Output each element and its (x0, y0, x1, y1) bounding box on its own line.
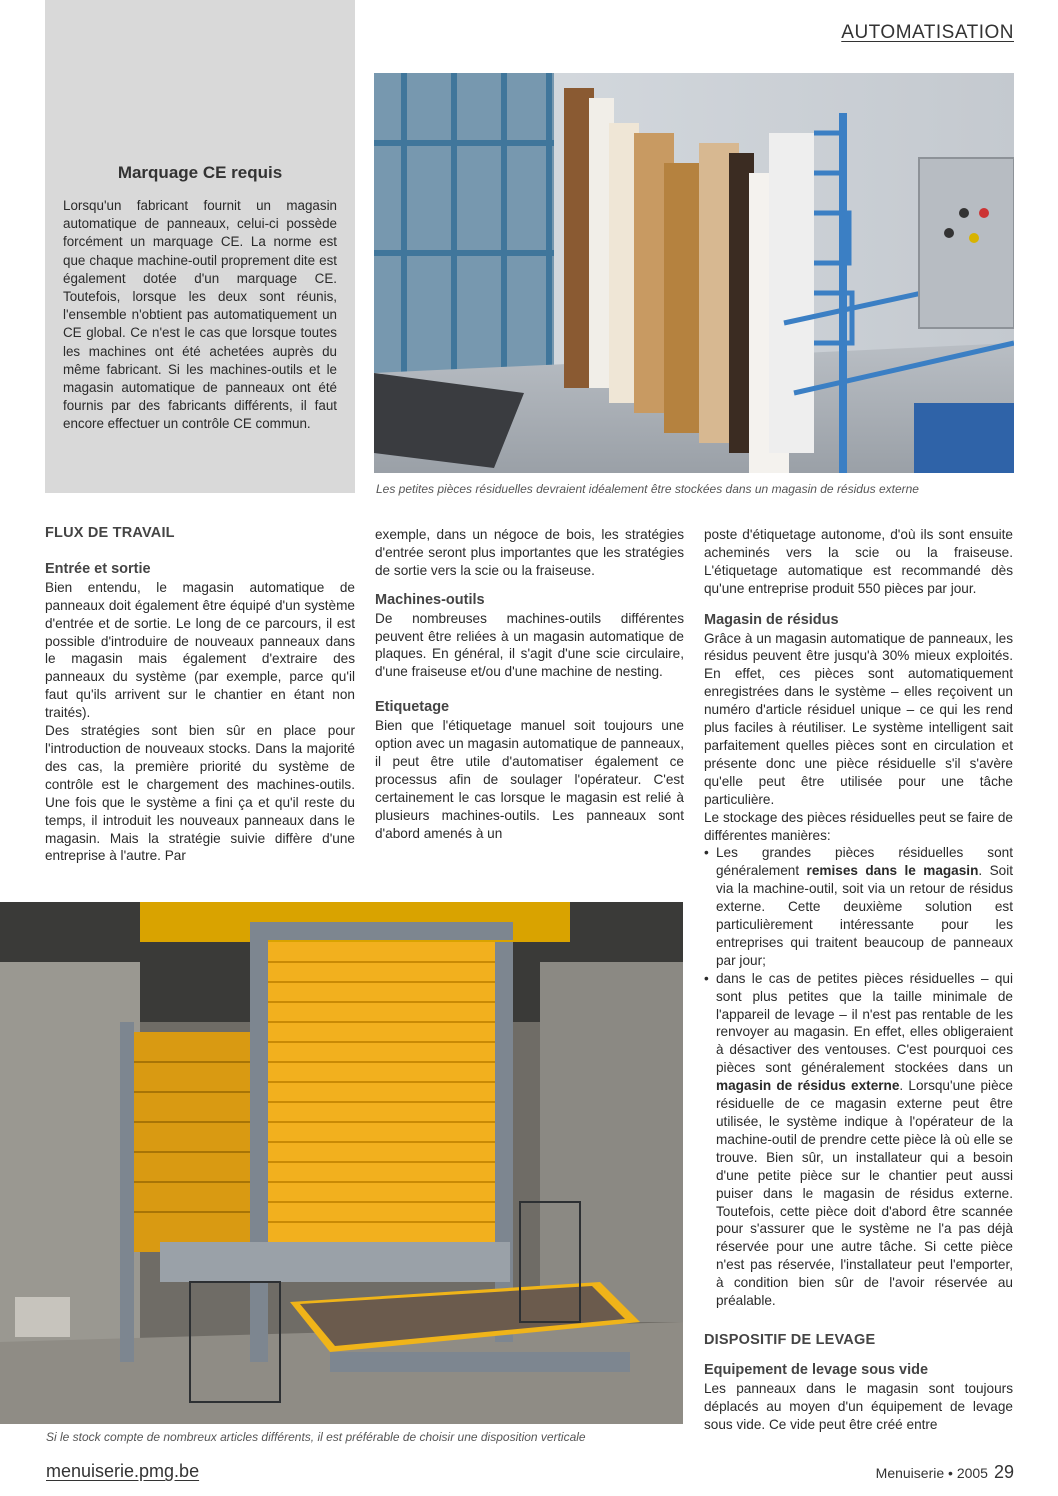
page-number: 29 (993, 1462, 1014, 1482)
photo-vertical-storage (0, 902, 683, 1424)
footer-website-link[interactable]: menuiserie.pmg.be (46, 1461, 200, 1481)
subheading-residus: Magasin de résidus (704, 611, 839, 628)
photo-residual-rack (374, 73, 1014, 473)
list-item: • Les grandes pièces résiduelles sont généralement remises dans le magasin. Soit via la machine-outil, soit via un retour de résidus externe. Cette deuxième solution est particulièrement intéressante pour les entreprises qui traitent beaucoup de panneaux par jour; (704, 844, 1013, 969)
paragraph-residus-2: Le stockage des pièces résiduelles peut se faire de différentes manières: (704, 809, 1013, 843)
subheading-machines: Machines-outils (375, 591, 485, 608)
subheading-etiquetage: Etiquetage (375, 699, 450, 716)
paragraph-residus-1: Grâce à un magasin automatique de panneaux, les résidus peuvent être jusqu'à 30% mieux exploités. En effet, ces pièces sont automatiquement enregistrées dans le système – elles reçoivent un numéro d'article résiduel unique – ce qui les rend plus faciles à réutiliser. Le système intelligent sait parfaitement quelles pièces sont en circulation et présente donc une pièce résiduelle s'il s'avère qu'elle peut être utilisée pour une tâche particulière. (704, 630, 1013, 807)
paragraph-machines: De nombreuses machines-outils différentes peuvent être reliées à un magasin automatique de plaques. En général, il s'agit d'une scie circulaire, d'une fraiseuse et/ou d'une machine de nesting. (375, 610, 684, 680)
sidebar-title: Marquage CE requis (117, 163, 283, 182)
paragraph-vide: Les panneaux dans le magasin sont toujours déplacés au moyen d'un équipement de levage sous vide. Ce vide peut être créé entre (704, 1380, 1013, 1432)
subheading-vide: Equipement de levage sous vide (704, 1361, 929, 1378)
paragraph-entree-3: exemple, dans un négoce de bois, les stratégies d'entrée seront plus importantes que les stratégies de sortie vers la scie ou la fraiseuse. (375, 527, 684, 578)
heading-flux: FLUX DE TRAVAIL (45, 525, 175, 541)
paragraph-entree-2: Des stratégies sont bien sûr en place pour l'introduction de nouveaux stocks. Dans la majorité des cas, la première priorité du système de contrôle est le chargement des machines-outils. Une fois que le système a fini ça et qu'il reste du temps, il introduit les nouveaux panneaux dans le magasin. Mais la stratégie suivie diffère d'une entreprise à l'autre. Par (45, 723, 355, 864)
heading-levage: DISPOSITIF DE LEVAGE (704, 1331, 876, 1348)
article-column-3 (704, 526, 1013, 1434)
caption-bottom: Si le stock compte de nombreux articles différents, il est préférable de choisir une disposition verticale (46, 1430, 586, 1444)
paragraph-etiquetage: Bien que l'étiquetage manuel soit toujours une option avec un magasin automatique de panneaux, il peut être utile d'automatiser également ce processus afin de soulager l'opérateur. C'est certainement le cas lorsque le magasin est relié à plusieurs machines-outils. Les panneaux sont d'abord amenés à un (375, 718, 684, 841)
paragraph-etiquetage-2: poste d'étiquetage autonome, d'où ils sont ensuite acheminés vers la scie ou la fraiseuse. L'étiquetage automatique est recommandé dès qu'une entreprise produit 550 pièces par jour. (704, 527, 1013, 596)
sidebar-text: Lorsqu'un fabricant fournit un magasin automatique de panneaux, celui-ci possède forcément un marquage CE. La norme est que chaque machine-outil proprement dite est également dotée d'un marquage CE. Toutefois, lorsque les deux sont réunis, l'ensemble n'obtient pas automatiquement un CE global. Ce n'est le cas que lorsque toutes les machines ont été achetées auprès du même fabricant. Si les machines-outils et le magasin automatique de panneaux ont été fournis par des fabricants différents, il faut encore effectuer un contrôle CE commun. (63, 198, 337, 432)
residus-list (704, 844, 1013, 1310)
caption-top: Les petites pièces résiduelles devraient idéalement être stockées dans un magasin de résidus externe (376, 482, 919, 496)
article-column-2 (375, 526, 684, 843)
footer-publication (876, 1462, 1014, 1483)
list-item: • dans le cas de petites pièces résiduelles – qui sont plus petites que la taille minimale de l'appareil de levage – il n'est pas rentable de les renvoyer au magasin. En effet, elles obligeraient à désactiver des ventouses. C'est pourquoi ces pièces sont généralement stockées dans un magasin de résidus externe. Lorsqu'une pièce résiduelle de ce magasin externe peut être utilisée, le système indique à l'opérateur de la machine-outil de prendre cette pièce là où elle se trouve. Bien sûr, un installateur qui a besoin d'une petite pièce sur le chantier peut aussi puiser dans le magasin de résidus externe. Toutefois, cette pièce doit d'abord être scannée pour s'assurer que le système ne l'a pas déjà réservée pour une autre tâche. Si cette pièce n'est pas réservée, l'installateur peut l'emporter, à condition bien sûr de l'avoir réservée au préalable. (704, 970, 1013, 1310)
section-tag: AUTOMATISATION (841, 22, 1014, 43)
sidebar-box (45, 0, 355, 493)
article-column-1 (45, 525, 355, 865)
paragraph-entree-1: Bien entendu, le magasin automatique de panneaux doit également être équipé d'un système d'entrée et de sortie. Le long de ce parcours, il est possible d'introduire de nouveaux panneaux dans le magasin mais également d'extraire des panneaux du système (par exemple, parce qu'il faut qu'ils arrivent sur le chantier en étant non traités). (45, 579, 355, 721)
footer-magazine: Menuiserie • 2005 (875, 1465, 988, 1481)
subheading-entree: Entrée et sortie (45, 560, 151, 577)
